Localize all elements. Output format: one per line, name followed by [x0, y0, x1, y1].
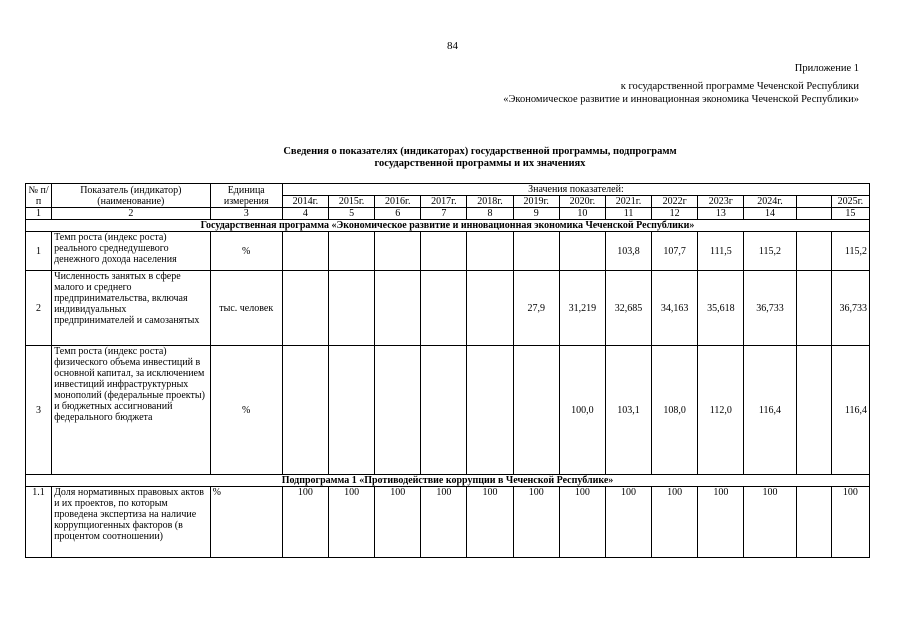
row-num: 1: [26, 232, 52, 271]
table-row: [26, 346, 870, 475]
value-cell: 100: [421, 487, 467, 558]
year-cell: 2023г: [698, 196, 744, 208]
value-cell: 100: [329, 487, 375, 558]
col-number: 9: [513, 208, 559, 220]
value-cell: 116,4: [831, 346, 869, 475]
header-row-1: [26, 184, 870, 196]
value-cell: 100: [513, 487, 559, 558]
value-cell: 27,9: [513, 271, 559, 346]
col-number: 11: [605, 208, 651, 220]
value-cell: [329, 346, 375, 475]
value-cell: [282, 232, 328, 271]
value-cell: [513, 346, 559, 475]
value-cell: [329, 271, 375, 346]
col-number: 7: [421, 208, 467, 220]
value-cell: [282, 346, 328, 475]
year-cell: 2015г.: [329, 196, 375, 208]
value-cell: [796, 487, 831, 558]
value-cell: 100: [559, 487, 605, 558]
value-cell: 100: [605, 487, 651, 558]
value-cell: [375, 271, 421, 346]
value-cell: 108,0: [652, 346, 698, 475]
value-cell: [796, 232, 831, 271]
col-number: 15: [831, 208, 869, 220]
value-cell: [375, 232, 421, 271]
header-values: Значения показателей:: [282, 184, 869, 196]
table-row: [26, 271, 870, 346]
value-cell: 100: [375, 487, 421, 558]
appendix-line-2: «Экономическое развитие и инновационная экономика Чеченской Республики»: [503, 94, 859, 105]
row-num: 3: [26, 346, 52, 475]
value-cell: [559, 232, 605, 271]
value-cell: [282, 271, 328, 346]
value-cell: 103,8: [605, 232, 651, 271]
row-unit: %: [210, 487, 282, 558]
col-number: 2: [52, 208, 211, 220]
col-number: 6: [375, 208, 421, 220]
section-row-program: [26, 220, 870, 232]
page-number: 84: [447, 40, 458, 52]
value-cell: [796, 346, 831, 475]
row-name: Численность занятых в сфере малого и среднего предпринимательства, включая индивидуальных предпринимателей и самозанятых: [52, 271, 211, 346]
indicators-table: [25, 183, 870, 558]
value-cell: [796, 271, 831, 346]
col-number: 3: [210, 208, 282, 220]
col-number: 8: [467, 208, 513, 220]
value-cell: [467, 232, 513, 271]
row-num: 2: [26, 271, 52, 346]
section-row-subprogram: [26, 475, 870, 487]
value-cell: [421, 232, 467, 271]
row-name: Темп роста (индекс роста) реального среднедушевого денежного дохода населения: [52, 232, 211, 271]
section-title: Государственная программа «Экономическое развитие и инновационная экономика Чеченской Республики»: [26, 220, 870, 232]
title-line-1: Сведения о показателях (индикаторах) государственной программы, подпрограмм: [283, 146, 677, 157]
value-cell: 100,0: [559, 346, 605, 475]
appendix-block: [503, 62, 859, 107]
value-cell: 100: [467, 487, 513, 558]
year-cell: 2019г.: [513, 196, 559, 208]
col-number: 1: [26, 208, 52, 220]
value-cell: 116,4: [744, 346, 796, 475]
value-cell: 112,0: [698, 346, 744, 475]
value-cell: 36,733: [744, 271, 796, 346]
value-cell: [513, 232, 559, 271]
col-number: [796, 208, 831, 220]
col-number: 10: [559, 208, 605, 220]
row-unit: тыс. человек: [210, 271, 282, 346]
year-cell: 2021г.: [605, 196, 651, 208]
row-unit: %: [210, 346, 282, 475]
value-cell: 111,5: [698, 232, 744, 271]
row-name: Темп роста (индекс роста) физического объема инвестиций в основной капитал, за исключением инвестиций инфраструктурных монополий (федеральные проекты) и бюджетных ассигнований федерального бюджета: [52, 346, 211, 475]
value-cell: [329, 232, 375, 271]
value-cell: [467, 346, 513, 475]
year-cell: 2020г.: [559, 196, 605, 208]
value-cell: [421, 271, 467, 346]
year-cell: 2024г.: [744, 196, 796, 208]
col-number: 12: [652, 208, 698, 220]
title-line-2: государственной программы и их значениях: [374, 158, 586, 169]
value-cell: 36,733: [831, 271, 869, 346]
value-cell: 32,685: [605, 271, 651, 346]
value-cell: 115,2: [744, 232, 796, 271]
value-cell: [375, 346, 421, 475]
table-row: [26, 487, 870, 558]
value-cell: 100: [698, 487, 744, 558]
header-name: Показатель (индикатор) (наименование): [52, 184, 211, 208]
value-cell: 100: [652, 487, 698, 558]
value-cell: 35,618: [698, 271, 744, 346]
year-cell: 2017г.: [421, 196, 467, 208]
row-name: Доля нормативных правовых актов и их проектов, по которым проведена экспертиза на наличие коррупциогенных факторов (в процентом соотношении): [52, 487, 211, 558]
value-cell: 115,2: [831, 232, 869, 271]
year-cell: 2018г.: [467, 196, 513, 208]
row-num: 1.1: [26, 487, 52, 558]
document-title: [250, 146, 710, 170]
year-cell: 2016г.: [375, 196, 421, 208]
col-number: 14: [744, 208, 796, 220]
row-unit: %: [210, 232, 282, 271]
col-number: 5: [329, 208, 375, 220]
year-cell: [796, 196, 831, 208]
value-cell: 31,219: [559, 271, 605, 346]
value-cell: 100: [282, 487, 328, 558]
header-unit: Единица измерения: [210, 184, 282, 208]
value-cell: [421, 346, 467, 475]
appendix-line-1: к государственной программе Чеченской Республики: [620, 80, 859, 92]
value-cell: 100: [831, 487, 869, 558]
header-num: № п/п: [26, 184, 52, 208]
value-cell: 100: [744, 487, 796, 558]
col-number: 4: [282, 208, 328, 220]
value-cell: 107,7: [652, 232, 698, 271]
year-cell: 2025г.: [831, 196, 869, 208]
column-numbers-row: [26, 208, 870, 220]
value-cell: [467, 271, 513, 346]
appendix-label: Приложение 1: [794, 63, 859, 74]
value-cell: 34,163: [652, 271, 698, 346]
section-title: Подпрограмма 1 «Противодействие коррупции в Чеченской Республике»: [26, 475, 870, 487]
value-cell: 103,1: [605, 346, 651, 475]
col-number: 13: [698, 208, 744, 220]
year-cell: 2022г: [652, 196, 698, 208]
table-row: [26, 232, 870, 271]
year-cell: 2014г.: [282, 196, 328, 208]
